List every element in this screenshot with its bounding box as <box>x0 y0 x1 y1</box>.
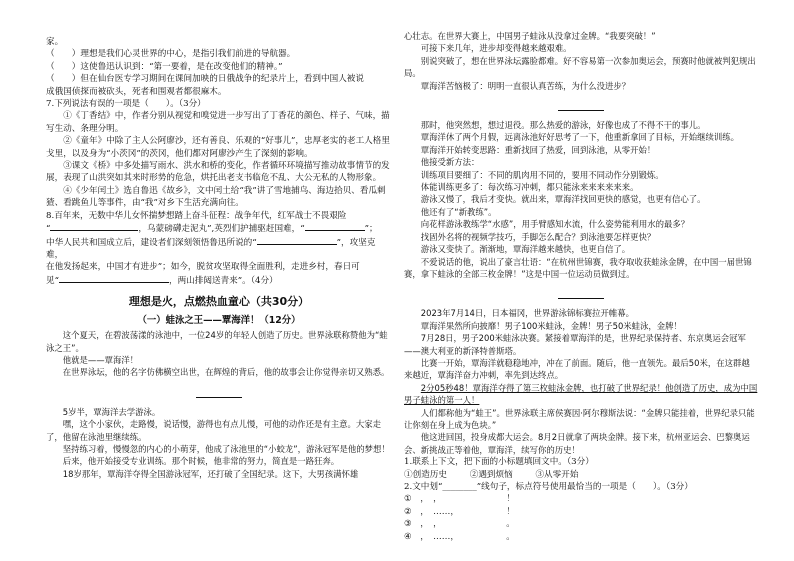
text-fragment: 家。 <box>46 37 64 47</box>
question-8-line-5 <box>46 274 392 287</box>
story-paragraph: 不爱说话的他，说出了豪言壮语：“在杭州世锦赛，我夺取收获蛙泳金牌，在中国一届世锦赛，拿下蛙泳的全部三枚金牌！”这是中国一位运动员做到过。 <box>404 256 752 279</box>
option-2: ②遇到烦恼 <box>469 469 513 480</box>
story-paragraph: 坚持练习着，慢慢忽的内心的小萌芽，他成了泳池里的“小蛟龙”，游泳冠军是他的梦想！ <box>62 443 390 454</box>
subheading-blank-2[interactable] <box>404 96 758 115</box>
story-paragraph: 覃海洋苦恼极了：明明一直很认真苦练，为什么没进步？ <box>420 80 631 91</box>
question-1-title: 1.联系上下文，把下面的小标题填回文中。（3分） <box>404 457 594 468</box>
blank-3[interactable] <box>257 236 337 245</box>
q8-text-7: 见“ <box>46 275 59 286</box>
question-2-option-2: ② ， ……， ！ <box>404 506 515 517</box>
story-paragraph: 找固外名将的视频学技巧，手脚怎么配合？到泳池要怎样更快？ <box>420 231 656 242</box>
story-paragraph: 训练项目要细了：不同的肌肉用不同的，要用不同动作分别锻炼。 <box>420 169 664 180</box>
story-paragraph: 7月28日，男子200米蛙泳决赛。紧接着覃海洋的是，世界纪录保持者、东京奥运会冠军——澳大利亚的新泽特普斯塔。 <box>404 333 746 356</box>
right-column <box>404 30 758 543</box>
story-paragraph: 他这进回国，投身成都大运会。8月2日就拿了两块金牌。接下来，杭州亚运会、巴黎奥运会、新挑战正等着他，覃海洋，续写你的历史！ <box>404 432 750 455</box>
q8-text-2: ，乌蒙磅礴走泥丸”,英烈们护捕驱赶国难，“ <box>138 224 305 235</box>
story-paragraph: 嘿，这个小家伙，走路慢，说话慢，游得也有点儿慢，可他的动作还是有主意。大家走了，他留在泳池里继续练。 <box>46 419 382 442</box>
story-paragraph: 在世界泳坛，他的名字仿佛横空出世，在辉煌的背后，他的故事会让你觉得亲切又熟悉。 <box>62 367 390 378</box>
story-paragraph: 18岁那年，覃海洋夺得全国游泳冠军，还打破了全国纪录。这下，大男孩满怀雄 <box>62 468 359 479</box>
judge-item-3-cont: 成俄国侦探而被砍头，死者和围观者都很麻木。 <box>46 86 227 97</box>
story-paragraph: 人们都称他为“蛙王”。世界泳联主席侯赛因·阿尔穆斯法说：“金牌只能挂着，世界纪录只能让你刻在身上成为色块。” <box>404 407 755 430</box>
left-column <box>46 36 392 480</box>
question-2-option-1: ① ， ， ！ <box>404 494 515 505</box>
story-paragraph: 游泳又慢了，我后才变快。就出来，覃海洋找回更快的感觉，也更有信心了。 <box>420 194 706 205</box>
subsection-title: （一）蛙泳之王——覃海洋！（12分） <box>137 315 301 327</box>
option-3: ③从零开始 <box>535 469 579 480</box>
question-7-option-4: ④《少年闰土》选自鲁迅《故乡》，文中闰土给“我”讲了雪地捕鸟、海边拾贝、看瓜刺猹、看跳鱼儿等事件，由“我”对乡下生活充满向往。 <box>46 185 386 209</box>
judge-item-3: （ ）但在仙台医专学习期间在课间加映的日俄战争的纪录片上，看到中国人被说 <box>46 74 364 85</box>
question-8-line-3 <box>46 236 392 262</box>
blank-1[interactable] <box>50 222 138 231</box>
subheading-blank-1[interactable] <box>46 383 392 402</box>
question-8-line-2 <box>46 222 392 235</box>
story-paragraph: 后来，他开始接受专业训练。那个时候，他非常的努力，简直是一路狂奔。 <box>62 456 340 467</box>
underlined-sentence: 2分05秒48！覃海洋夺得了第三枚蛙泳金牌，也打破了世界纪录！他创造了历史，成为中国男子蛙泳的第一人！ <box>404 382 758 406</box>
question-1-options <box>404 469 758 481</box>
story-paragraph: 覃海洋果然所向披靡！男子100米蛙泳，金牌！男子50米蛙泳，金牌！ <box>420 320 682 331</box>
story-paragraph: 向花样游泳教练学“水感”，用手臂感知水流，什么姿势能利用水的最多？ <box>420 219 690 230</box>
question-2-option-4: ④ ， ……， 。 <box>404 531 515 542</box>
story-paragraph: 别说突破了，想在世界泳坛露脸都难。好不容易第一次参加奥运会，预赛时他就被判犯规出局。 <box>404 55 756 79</box>
question-7-option-1: ①《丁香结》中，作者分别从视觉和嗅觉进一步写出了丁香花的颜色、样子、气味，描写生动、条理分明。 <box>46 111 390 134</box>
option-1: ①创造历史 <box>404 469 447 480</box>
story-paragraph: 比赛一开始，覃海洋就稳稳地冲，冲在了前面。随后，他一直领先。最后50米，在这群越来越近，覃海洋奋力冲刺，率先到达终点。 <box>404 357 750 381</box>
story-paragraph: 他接受新方法： <box>420 157 480 168</box>
story-paragraph: 他还有了“新教练”。 <box>420 206 497 217</box>
blank-2[interactable] <box>305 222 365 231</box>
story-paragraph: 可接下来几年，进步却变得越来越艰难。 <box>420 43 572 54</box>
story-paragraph: 覃海洋开始转变思路：重新找回了热爱，回到泳池，从零开始！ <box>420 144 656 155</box>
judge-item-1: （ ）理想是我们心灵世界的中心，是指引我们前进的导航器。 <box>46 49 296 60</box>
q8-text-3: ”； <box>364 224 378 235</box>
question-7-option-3: ③课文《桥》中多处描写雨水、洪水和桥的变化，作者循环环境描写推动故事情节的发展，表现了山洪突如其来时形势的危急，烘托出老支书临危不乱、大公无私的人物形象。 <box>46 161 390 184</box>
question-7-option-2: ②《童年》中除了主人公阿廖沙，还有善良、乐观的“好事儿”，忠厚老实的老工人格里戈里，以及身为“小茨冈”的茨冈，他们都对阿廖沙产生了深刻的影响。 <box>46 136 390 159</box>
story-paragraph: 这个夏天，在碧波荡漾的泳池中，一位24岁的年轻人创造了历史。世界泳联称赞他为“蛙泳之王”。 <box>46 330 388 353</box>
question-7-title: 7.下列说法有误的一项是（ ）。（3分） <box>46 99 206 110</box>
q8-text-8: ，两山排闼送青来”。（4分） <box>169 275 278 286</box>
question-8-line-1: 8.百年来，无数中华儿女怀揣梦想踏上奋斗征程：战争年代，红军战士不畏艰险 <box>46 210 347 221</box>
story-paragraph: 覃海洋休了两个月假，远离泳池好好思考了一下，他重新拿回了目标，开始继续训练。 <box>420 132 740 143</box>
section-title: 理想是火，点燃热血童心（共30分） <box>128 295 310 309</box>
subheading-blank-3[interactable] <box>404 284 758 303</box>
story-paragraph: 他就是——覃海洋！ <box>62 354 139 365</box>
story-paragraph: 心壮志。在世界大赛上，中国男子蛙泳从没拿过金牌。“我要突破！” <box>404 31 656 41</box>
story-paragraph: 游泳又变快了。渐渐地，覃海洋越来越快，也更自信了。 <box>420 244 631 255</box>
question-2-title: 2.文中划“________”线句子，标点符号使用最恰当的一项是（ ）。（3分） <box>404 482 693 492</box>
quote-open: “ <box>46 224 51 235</box>
blank-4[interactable] <box>59 274 169 283</box>
story-paragraph: 2023年7月14日，日本福冈，世界游泳锦标赛拉开帷幕。 <box>420 308 634 319</box>
judge-item-2: （ ）这使鲁迅认识到：“第一要着，是在改变他们的精神。” <box>46 61 283 72</box>
question-2-option-3: ③ ， ， 。 <box>404 519 515 530</box>
story-paragraph: 那时，他突然想，想过退役。那么热爱的游泳，好像也成了不得不干的事儿。 <box>420 120 706 131</box>
question-8-line-4: 在他发扬起来，中国才有进步”；如今，脱贫攻坚取得全面胜利，走进乡村，春日可 <box>46 262 360 273</box>
q8-text-4: 中华人民共和国成立后，建设者们深刻领悟鲁迅所说的“ <box>46 237 257 248</box>
story-paragraph: 体能训练更多了：每次练习冲刺，都只能泳来来来来来来。 <box>420 182 639 193</box>
q8-text-5: ”，攻坚克难， <box>46 237 376 260</box>
story-paragraph: 5岁半，覃海洋去学游泳。 <box>62 406 161 417</box>
